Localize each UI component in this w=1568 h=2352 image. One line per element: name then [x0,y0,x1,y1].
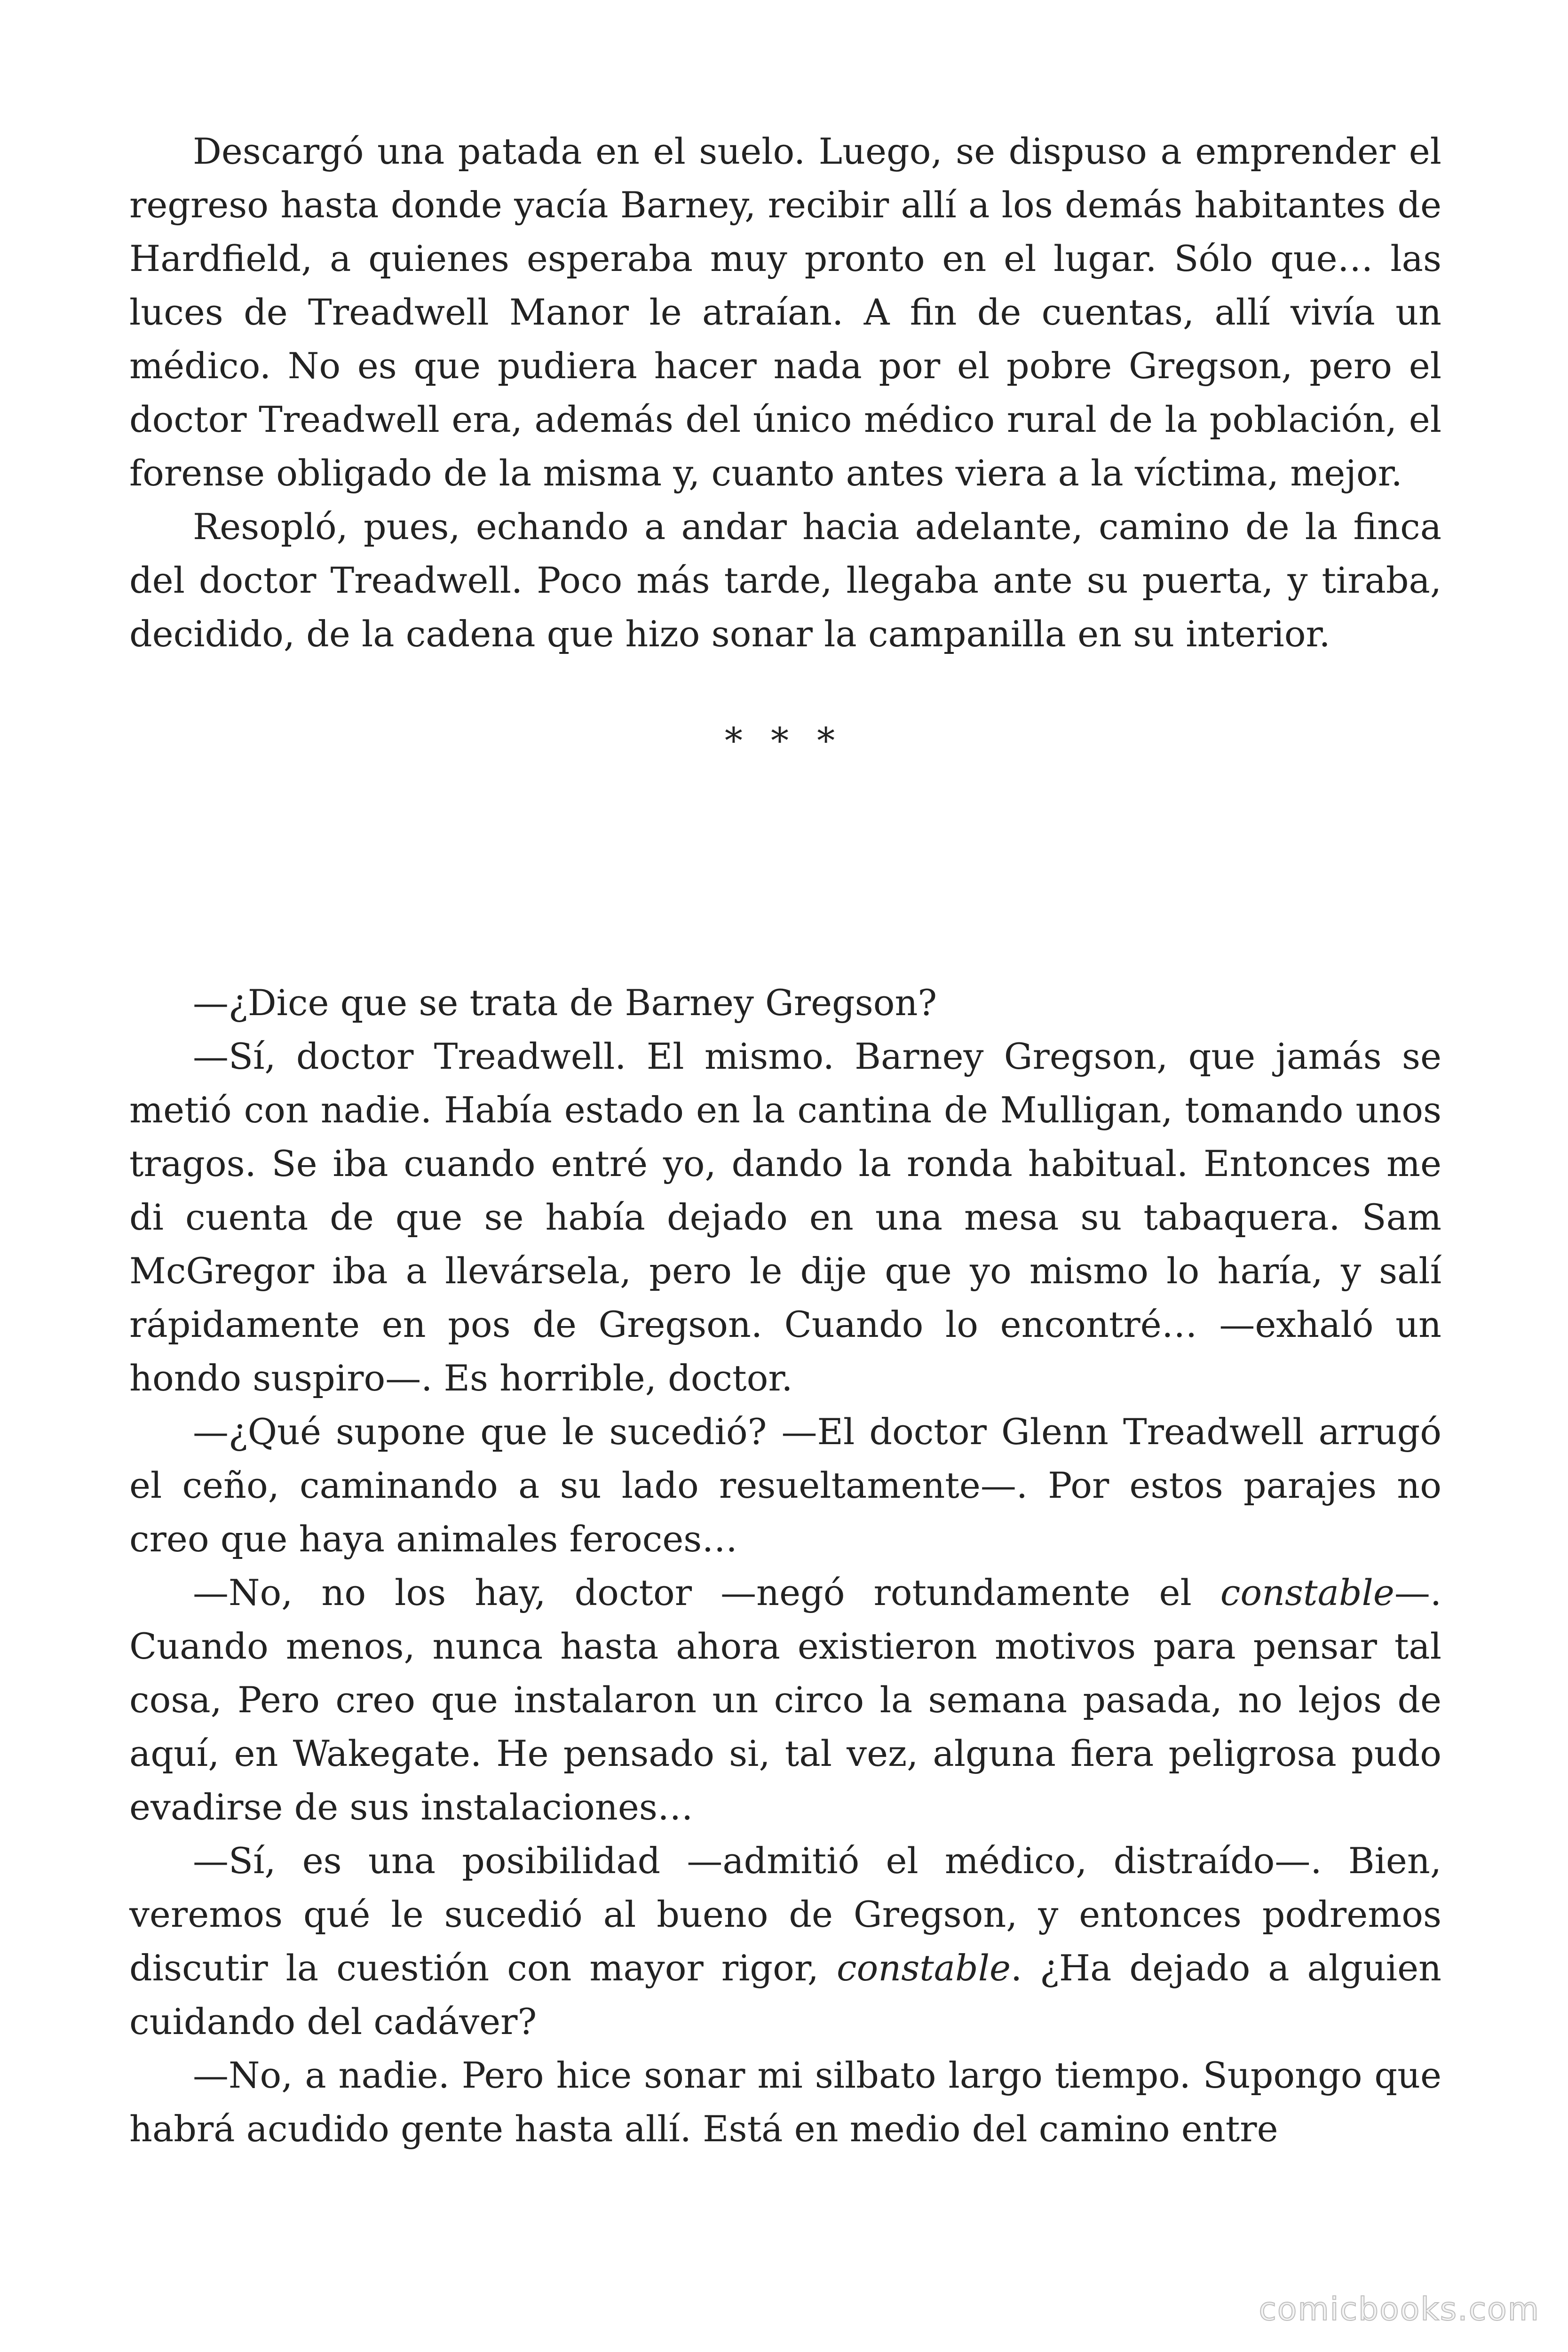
scene-separator: * * * [724,720,844,762]
paragraph: Resopló, pues, echando a andar hacia adelante, camino de la finca del doctor Treadwell. Poco más tarde, llegaba ante su puerta, y tiraba, decidido, de la cadena que hizo sonar la campanilla en su interior. [129,506,1441,655]
paragraph: Descargó una patada en el suelo. Luego, se dispuso a emprender el regreso hasta donde yacía Barney, recibir allí a los demás habitantes de Hardfield, a quienes esperaba muy pronto en el lugar. Sólo que… las luces de Treadwell Manor le atraían. A fin de cuentas, allí vivía un médico. No es que pudiera hacer nada por el pobre Gregson, pero el doctor Treadwell era, además del único médico rural de la población, el forense obligado de la misma y, cuanto antes viera a la víctima, mejor. [129,130,1441,494]
paragraph: —No, a nadie. Pero hice sonar mi silbato largo tiempo. Supongo que habrá acudido gente hasta allí. Está en medio del camino entre [129,2054,1441,2150]
paragraph: —Sí, doctor Treadwell. El mismo. Barney Gregson, que jamás se metió con nadie. Había estado en la cantina de Mulligan, tomando unos tragos. Se iba cuando entré yo, dando la ronda habitual. Entonces me di cuenta de que se había dejado en una mesa su tabaquera. Sam McGregor iba a llevársela, pero le dije que yo mismo lo haría, y salí rápidamente en pos de Gregson. Cuando lo encontré… —exhaló un hondo suspiro—. Es horrible, doctor. [129,1035,1441,1399]
paragraph: —¿Qué supone que le sucedió? —El doctor Glenn Treadwell arrugó el ceño, caminando a su lado resueltamente—. Por estos parajes no creo que haya animales feroces… [129,1411,1441,1560]
paragraph [129,1834,1441,2049]
text-run: . ¿Ha dejado a alguien cuidando del cadáver? [129,1947,1442,2042]
paragraph: —¿Dice que se trata de Barney Gregson? [193,982,937,1024]
italic-term: constable [836,1947,1011,1989]
paragraph [129,1566,1441,1834]
text-run: —. Cuando menos, nunca hasta ahora existieron motivos para pensar tal cosa, Pero creo que instalaron un circo la semana pasada, no lejos de aquí, en Wakegate. He pensado si, tal vez, alguna fiera peligrosa pudo evadirse de sus instalaciones… [129,1572,1441,1828]
text-run: —No, no los hay, doctor —negó rotundamente el [193,1572,1220,1613]
italic-term: constable [1220,1572,1394,1613]
text-block-bottom [129,976,1441,2156]
watermark-logo: comicbooks.com [1259,2291,1540,2328]
text-run: —Sí, es una posibilidad —admitió el médico, distraído—. Bien, veremos qué le sucedió al bueno de Gregson, y entonces podremos discutir la cuestión con mayor rigor, [129,1840,1441,1989]
text-block-top [129,125,1441,661]
